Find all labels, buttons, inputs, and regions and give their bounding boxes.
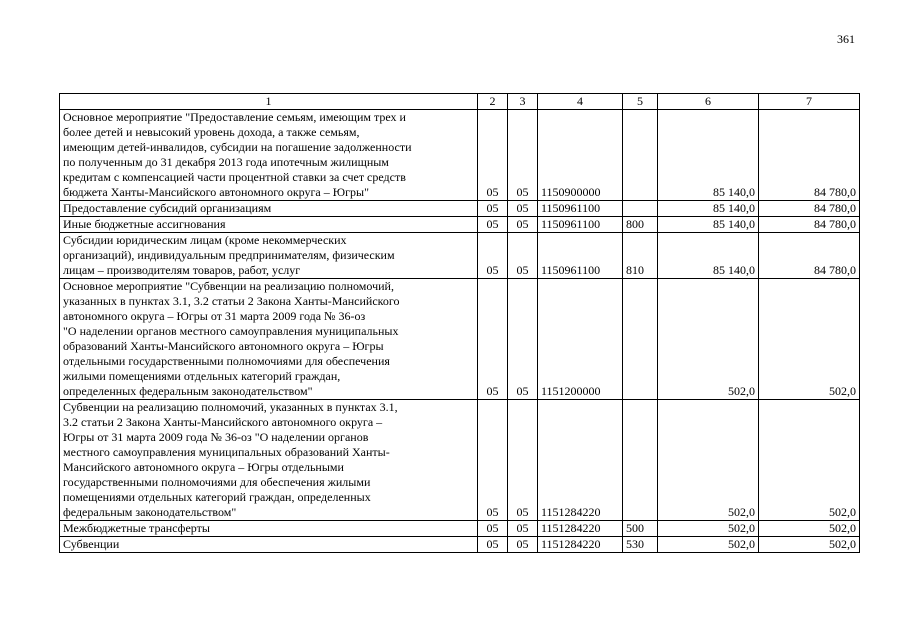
code-cell: 1150961100 [538, 233, 623, 279]
table-row [60, 217, 860, 233]
subsection-cell: 05 [508, 110, 538, 201]
section-cell: 05 [478, 521, 508, 537]
name-line: помещениями отдельных категорий граждан, определенных [63, 490, 371, 504]
name-line: Предоставление субсидий организациям [63, 201, 272, 215]
name-line: имеющим детей-инвалидов, субсидии на погашение задолженности [63, 140, 412, 154]
type-cell: 800 [623, 217, 658, 233]
header-cell-name: 1 [60, 94, 478, 110]
amount2-cell: 84 780,0 [759, 201, 860, 217]
section-cell: 05 [478, 400, 508, 521]
amount1-cell: 502,0 [658, 400, 759, 521]
amount1-cell: 502,0 [658, 537, 759, 553]
budget-table [59, 93, 860, 553]
amount2-cell: 502,0 [759, 537, 860, 553]
amount2-cell: 502,0 [759, 400, 860, 521]
table-row [60, 233, 860, 279]
name-cell [60, 233, 478, 279]
name-line: по полученным до 31 декабря 2013 года ипотечным жилищным [63, 155, 389, 169]
type-cell [623, 110, 658, 201]
name-line: "О наделении органов местного самоуправления муниципальных [63, 324, 399, 338]
table-row [60, 400, 860, 521]
name-line: Субвенции на реализацию полномочий, указанных в пунктах 3.1, [63, 400, 398, 414]
name-cell [60, 201, 478, 217]
amount2-cell: 502,0 [759, 279, 860, 400]
name-line: Субсидии юридическим лицам (кроме некоммерческих [63, 233, 347, 247]
name-line: автономного округа – Югры от 31 марта 2009 года № 36-оз [63, 309, 366, 323]
section-cell: 05 [478, 217, 508, 233]
name-line: отдельными государственными полномочиями для обеспечения [63, 354, 390, 368]
subsection-cell: 05 [508, 201, 538, 217]
code-cell: 1151284220 [538, 400, 623, 521]
subsection-cell: 05 [508, 400, 538, 521]
type-cell: 530 [623, 537, 658, 553]
name-cell [60, 217, 478, 233]
subsection-cell: 05 [508, 233, 538, 279]
section-cell: 05 [478, 110, 508, 201]
name-cell [60, 521, 478, 537]
type-cell [623, 279, 658, 400]
name-line: определенных федеральным законодательством" [63, 384, 313, 398]
header-cell-subsection: 3 [508, 94, 538, 110]
subsection-cell: 05 [508, 537, 538, 553]
name-line: более детей и невысокий уровень дохода, а также семьям, [63, 125, 360, 139]
name-cell [60, 279, 478, 400]
name-line: образований Ханты-Мансийского автономного округа – Югры [63, 339, 384, 353]
name-line: местного самоуправления муниципальных образований Ханты- [63, 445, 390, 459]
name-line: жилыми помещениями отдельных категорий граждан, [63, 369, 341, 383]
name-line: Мансийского автономного округа – Югры отдельными [63, 460, 344, 474]
type-cell [623, 201, 658, 217]
amount2-cell: 84 780,0 [759, 233, 860, 279]
name-line: государственными полномочиями для обеспечения жилыми [63, 475, 371, 489]
type-cell [623, 400, 658, 521]
name-line: организаций), индивидуальным предпринимателям, физическим [63, 248, 395, 262]
header-cell-section: 2 [478, 94, 508, 110]
header-cell-type: 5 [623, 94, 658, 110]
amount1-cell: 502,0 [658, 279, 759, 400]
amount1-cell: 502,0 [658, 521, 759, 537]
amount2-cell: 502,0 [759, 521, 860, 537]
section-cell: 05 [478, 233, 508, 279]
subsection-cell: 05 [508, 521, 538, 537]
table-row [60, 537, 860, 553]
table-row [60, 279, 860, 400]
name-line: кредитам с компенсацией части процентной ставки за счет средств [63, 170, 406, 184]
code-cell: 1151200000 [538, 279, 623, 400]
amount1-cell: 85 140,0 [658, 110, 759, 201]
name-line: лицам – производителям товаров, работ, услуг [63, 263, 301, 277]
header-cell-amount2: 7 [759, 94, 860, 110]
code-cell: 1151284220 [538, 521, 623, 537]
amount1-cell: 85 140,0 [658, 201, 759, 217]
name-cell [60, 537, 478, 553]
name-line: 3.2 статьи 2 Закона Ханты-Мансийского автономного округа – [63, 415, 383, 429]
name-line: Основное мероприятие "Субвенции на реализацию полномочий, [63, 279, 394, 293]
name-cell [60, 110, 478, 201]
name-line: Межбюджетные трансферты [63, 521, 210, 535]
header-cell-code: 4 [538, 94, 623, 110]
page-number: 361 [837, 32, 855, 46]
section-cell: 05 [478, 279, 508, 400]
section-cell: 05 [478, 201, 508, 217]
code-cell: 1150961100 [538, 201, 623, 217]
code-cell: 1150961100 [538, 217, 623, 233]
name-line: указанных в пунктах 3.1, 3.2 статьи 2 Закона Ханты-Мансийского [63, 294, 400, 308]
name-line: федеральным законодательством" [63, 505, 237, 519]
table-row [60, 201, 860, 217]
amount2-cell: 84 780,0 [759, 217, 860, 233]
name-line: бюджета Ханты-Мансийского автономного округа – Югры" [63, 185, 369, 199]
name-line: Основное мероприятие "Предоставление семьям, имеющим трех и [63, 110, 406, 124]
header-row [60, 94, 860, 110]
code-cell: 1150900000 [538, 110, 623, 201]
type-cell: 810 [623, 233, 658, 279]
name-line: Югры от 31 марта 2009 года № 36-оз "О наделении органов [63, 430, 369, 444]
type-cell: 500 [623, 521, 658, 537]
header-cell-amount1: 6 [658, 94, 759, 110]
code-cell: 1151284220 [538, 537, 623, 553]
subsection-cell: 05 [508, 279, 538, 400]
name-line: Субвенции [63, 537, 120, 551]
section-cell: 05 [478, 537, 508, 553]
amount2-cell: 84 780,0 [759, 110, 860, 201]
subsection-cell: 05 [508, 217, 538, 233]
name-cell [60, 400, 478, 521]
amount1-cell: 85 140,0 [658, 233, 759, 279]
table-row [60, 110, 860, 201]
amount1-cell: 85 140,0 [658, 217, 759, 233]
table-row [60, 521, 860, 537]
name-line: Иные бюджетные ассигнования [63, 217, 226, 231]
